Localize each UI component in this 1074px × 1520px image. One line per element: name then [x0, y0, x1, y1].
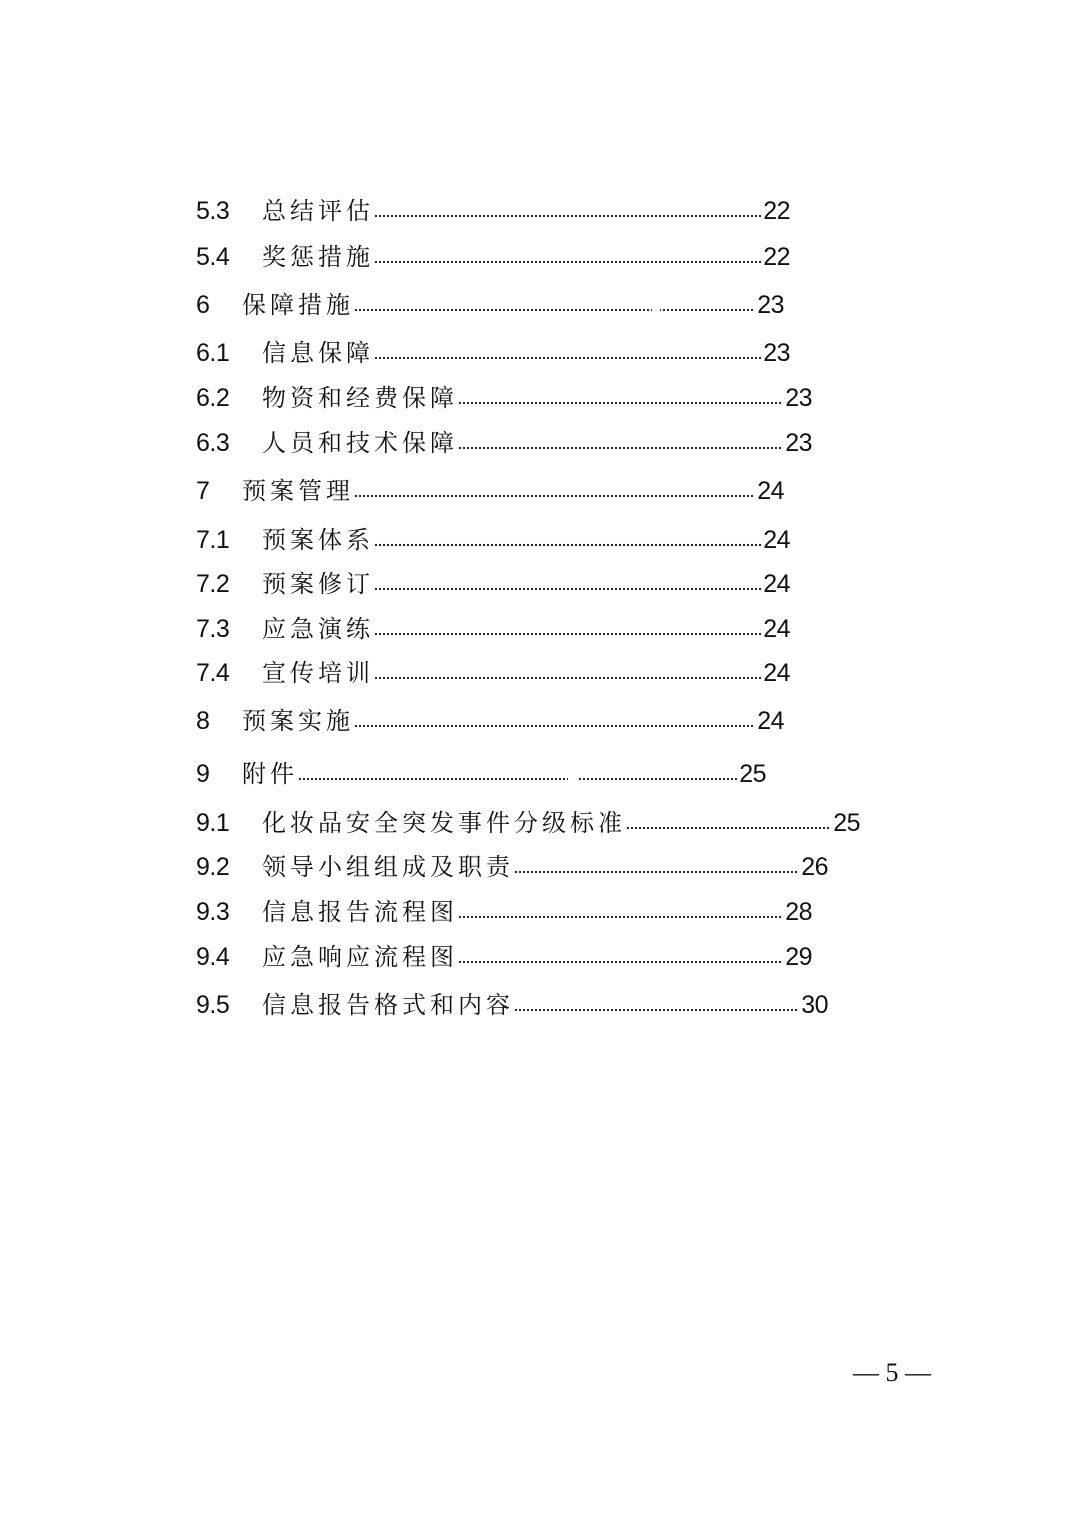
toc-entry-number: 9.3: [196, 898, 230, 926]
toc-entry[interactable]: [196, 523, 790, 557]
toc-entry-title: 奖惩措施: [262, 243, 374, 271]
toc-entry-page: 25: [833, 809, 860, 837]
toc-entry-title: 化妆品安全突发事件分级标准: [262, 809, 626, 837]
toc-entry-page: 29: [785, 943, 812, 971]
toc-leader-dots: [354, 724, 755, 728]
toc-entry-title: 预案体系: [262, 526, 374, 554]
page-number: — 5 —: [853, 1358, 931, 1387]
toc-entry[interactable]: [196, 850, 828, 884]
toc-leader-dots: [374, 260, 761, 264]
toc-entry-number: 5.3: [196, 197, 230, 225]
toc-entry[interactable]: [196, 336, 790, 370]
toc-entry-title: 宣传培训: [262, 659, 374, 687]
toc-entry-number: 9.1: [196, 809, 230, 837]
toc-entry[interactable]: [196, 612, 790, 646]
toc-entry-title: 物资和经费保障: [262, 384, 458, 412]
toc-entry-title: 保障措施: [242, 291, 354, 319]
toc-entry[interactable]: [196, 704, 784, 738]
toc-entry-number: 6.1: [196, 339, 230, 367]
toc-leader-dots: [298, 777, 737, 781]
toc-entry-number: 6: [196, 291, 210, 319]
toc-leader-dots: [458, 446, 783, 450]
toc-entry-page: 26: [801, 853, 828, 881]
toc-entry-page: 28: [785, 898, 812, 926]
toc-entry-page: 24: [763, 526, 790, 554]
toc-leader-dots: [374, 543, 761, 547]
toc-entry-number: 9.5: [196, 991, 230, 1019]
toc-entry-number: 6.2: [196, 384, 230, 412]
toc-entry-number: 7.4: [196, 659, 230, 687]
toc-entry[interactable]: [196, 940, 812, 974]
toc-leader-dots: [374, 356, 761, 360]
toc-entry[interactable]: [196, 757, 766, 791]
toc-entry-page: 24: [757, 477, 784, 505]
toc-entry-number: 9.2: [196, 853, 230, 881]
toc-leader-dots: [514, 870, 799, 874]
toc-leader-dots: [514, 1008, 799, 1012]
toc-entry-page: 22: [763, 197, 790, 225]
toc-entry-number: 9.4: [196, 943, 230, 971]
toc-entry-title: 应急演练: [262, 615, 374, 643]
toc-entry-page: 23: [785, 429, 812, 457]
toc-entry-page: 24: [763, 615, 790, 643]
toc-entry-title: 信息报告流程图: [262, 898, 458, 926]
toc-entry-number: 7: [196, 477, 210, 505]
toc-entry[interactable]: [196, 474, 784, 508]
toc-entry-title: 预案实施: [242, 707, 354, 735]
toc-entry-title: 总结评估: [262, 197, 374, 225]
toc-entry-title: 信息报告格式和内容: [262, 991, 514, 1019]
toc-entry-number: 7.3: [196, 615, 230, 643]
toc-entry-page: 23: [757, 291, 784, 319]
toc-entry-number: 7.2: [196, 570, 230, 598]
toc-leader-dots: [458, 401, 783, 405]
toc-entry-title: 预案修订: [262, 570, 374, 598]
toc-entry-page: 30: [801, 991, 828, 1019]
toc-entry[interactable]: [196, 288, 784, 322]
toc-leader-dots: [458, 960, 783, 964]
toc-leader-dots: [374, 632, 761, 636]
toc-entry[interactable]: [196, 426, 812, 460]
toc-entry-title: 领导小组组成及职责: [262, 853, 514, 881]
toc-entry-page: 22: [763, 243, 790, 271]
toc-leader-dots: [374, 214, 761, 218]
toc-entry-number: 8: [196, 707, 210, 735]
toc-leader-dots: [374, 676, 761, 680]
toc-entry[interactable]: [196, 567, 790, 601]
toc-entry-page: 24: [763, 659, 790, 687]
toc-entry-page: 23: [763, 339, 790, 367]
toc-leader-dots: [374, 587, 761, 591]
toc-entry-title: 信息保障: [262, 339, 374, 367]
toc-entry-title: 人员和技术保障: [262, 429, 458, 457]
toc-leader-dots: [354, 308, 755, 312]
toc-entry-number: 5.4: [196, 243, 230, 271]
toc-entry[interactable]: [196, 988, 828, 1022]
toc-entry-number: 6.3: [196, 429, 230, 457]
toc-entry[interactable]: [196, 656, 790, 690]
toc-leader-dots: [354, 494, 755, 498]
toc-entry-title: 预案管理: [242, 477, 354, 505]
toc-entry-number: 7.1: [196, 526, 230, 554]
toc-entry[interactable]: [196, 806, 860, 840]
toc-entry-page: 24: [763, 570, 790, 598]
toc-entry-page: 25: [739, 760, 766, 788]
toc-entry[interactable]: [196, 381, 812, 415]
toc-entry[interactable]: [196, 194, 790, 228]
toc-entry-page: 24: [757, 707, 784, 735]
toc-entry-page: 23: [785, 384, 812, 412]
toc-entry[interactable]: [196, 895, 812, 929]
toc-entry[interactable]: [196, 240, 790, 274]
toc-leader-dots: [626, 826, 831, 830]
toc-entry-number: 9: [196, 760, 210, 788]
toc-entry-title: 附件: [242, 760, 298, 788]
toc-entry-title: 应急响应流程图: [262, 943, 458, 971]
toc-leader-dots: [458, 915, 783, 919]
